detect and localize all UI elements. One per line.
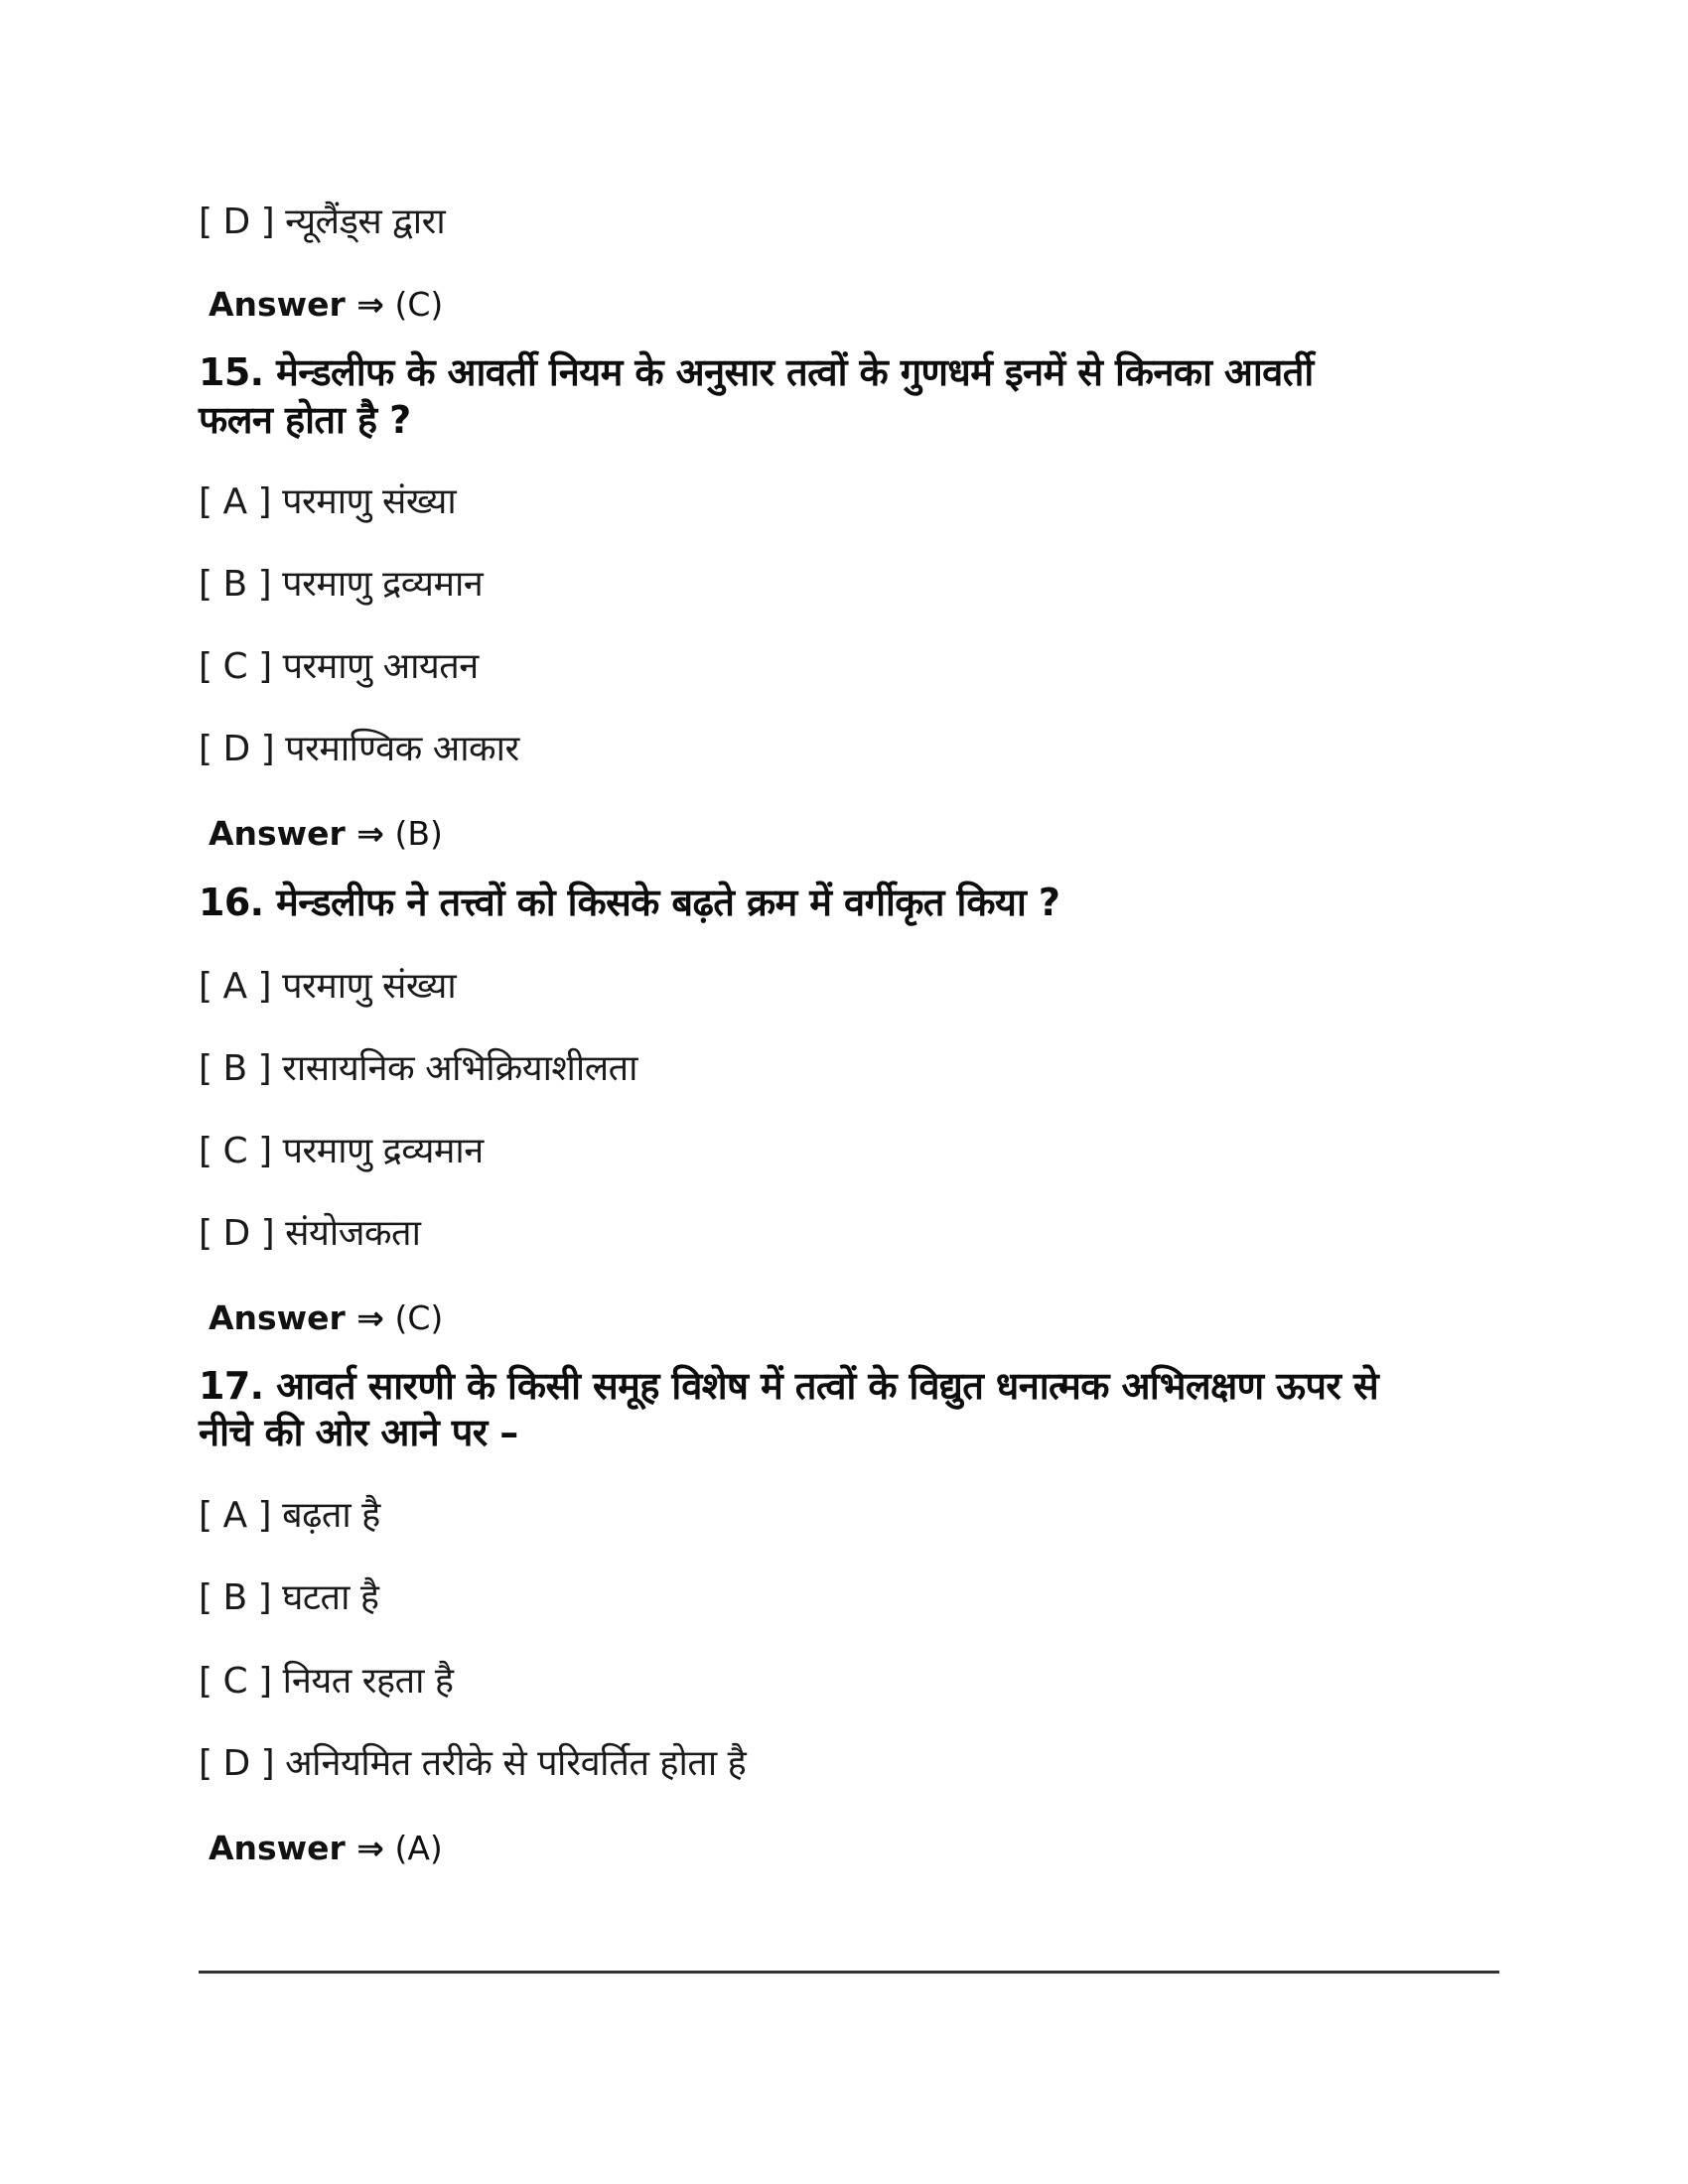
option-text: परमाणु संख्या bbox=[282, 481, 457, 522]
question-15-option-b bbox=[199, 564, 484, 605]
question-16-option-d bbox=[199, 1213, 421, 1254]
answer-value: (B) bbox=[394, 814, 443, 853]
answer-carryover bbox=[209, 285, 444, 324]
option-text: रासायनिक अभिक्रियाशीलता bbox=[282, 1048, 637, 1089]
answer-value: (A) bbox=[394, 1829, 443, 1867]
option-text: परमाणु संख्या bbox=[282, 966, 457, 1007]
answer-label: Answer ⇒ bbox=[209, 1298, 384, 1337]
answer-value: (C) bbox=[394, 285, 444, 324]
question-15-option-d bbox=[199, 729, 519, 769]
option-text: परमाणु द्रव्यमान bbox=[282, 564, 484, 605]
question-17-option-c bbox=[199, 1661, 454, 1702]
option-letter: [ B ] bbox=[199, 1048, 272, 1089]
option-text: संयोजकता bbox=[285, 1213, 421, 1254]
answer-label: Answer ⇒ bbox=[209, 285, 384, 324]
question-15-line-2: फलन होता है ? bbox=[199, 398, 411, 442]
option-letter: [ C ] bbox=[199, 1661, 272, 1702]
question-17-option-b bbox=[199, 1577, 379, 1618]
option-text: बढ़ता है bbox=[282, 1495, 380, 1536]
option-text: नियत रहता है bbox=[282, 1661, 454, 1702]
question-16-option-a bbox=[199, 966, 457, 1007]
question-16-option-b bbox=[199, 1048, 637, 1089]
option-text: न्यूलैंड्स द्वारा bbox=[285, 202, 446, 242]
question-16-line-1: 16. मेन्डलीफ ने तत्त्वों को किसके बढ़ते क्रम में वर्गीकृत किया ? bbox=[199, 881, 1060, 924]
option-letter: [ B ] bbox=[199, 564, 272, 605]
question-17-line-2: नीचे की ओर आने पर – bbox=[199, 1411, 518, 1454]
option-letter: [ A ] bbox=[199, 966, 272, 1007]
option-letter: [ C ] bbox=[199, 1131, 272, 1171]
option-letter: [ D ] bbox=[199, 202, 275, 242]
option-letter: [ A ] bbox=[199, 481, 272, 522]
option-text: परमाणु आयतन bbox=[282, 646, 479, 687]
question-16-option-c bbox=[199, 1131, 484, 1171]
question-15-answer bbox=[209, 814, 443, 853]
option-text: परमाण्विक आकार bbox=[285, 729, 519, 769]
option-letter: [ D ] bbox=[199, 1213, 275, 1254]
footer-divider bbox=[199, 1971, 1499, 1974]
option-letter: [ D ] bbox=[199, 729, 275, 769]
option-letter: [ D ] bbox=[199, 1743, 275, 1784]
answer-label: Answer ⇒ bbox=[209, 814, 384, 853]
question-17-option-d bbox=[199, 1743, 747, 1784]
option-letter: [ A ] bbox=[199, 1495, 272, 1536]
question-15-line-1: 15. मेन्डलीफ के आवर्ती नियम के अनुसार तत्वों के गुणधर्म इनमें से किनका आवर्ती bbox=[199, 350, 1314, 394]
question-17-option-a bbox=[199, 1495, 380, 1536]
answer-label: Answer ⇒ bbox=[209, 1829, 384, 1867]
option-letter: [ C ] bbox=[199, 646, 272, 687]
option-d-carryover bbox=[199, 202, 446, 242]
option-text: अनियमित तरीके से परिवर्तित होता है bbox=[285, 1743, 747, 1784]
option-letter: [ B ] bbox=[199, 1577, 272, 1618]
option-text: घटता है bbox=[282, 1577, 379, 1618]
question-17-answer bbox=[209, 1829, 443, 1867]
question-15-option-a bbox=[199, 481, 457, 522]
question-17-line-1: 17. आवर्त सारणी के किसी समूह विशेष में तत्वों के विद्युत धनात्मक अभिलक्षण ऊपर से bbox=[199, 1364, 1379, 1408]
question-15-option-c bbox=[199, 646, 479, 687]
option-text: परमाणु द्रव्यमान bbox=[282, 1131, 484, 1171]
question-16-answer bbox=[209, 1298, 444, 1337]
answer-value: (C) bbox=[394, 1298, 444, 1337]
